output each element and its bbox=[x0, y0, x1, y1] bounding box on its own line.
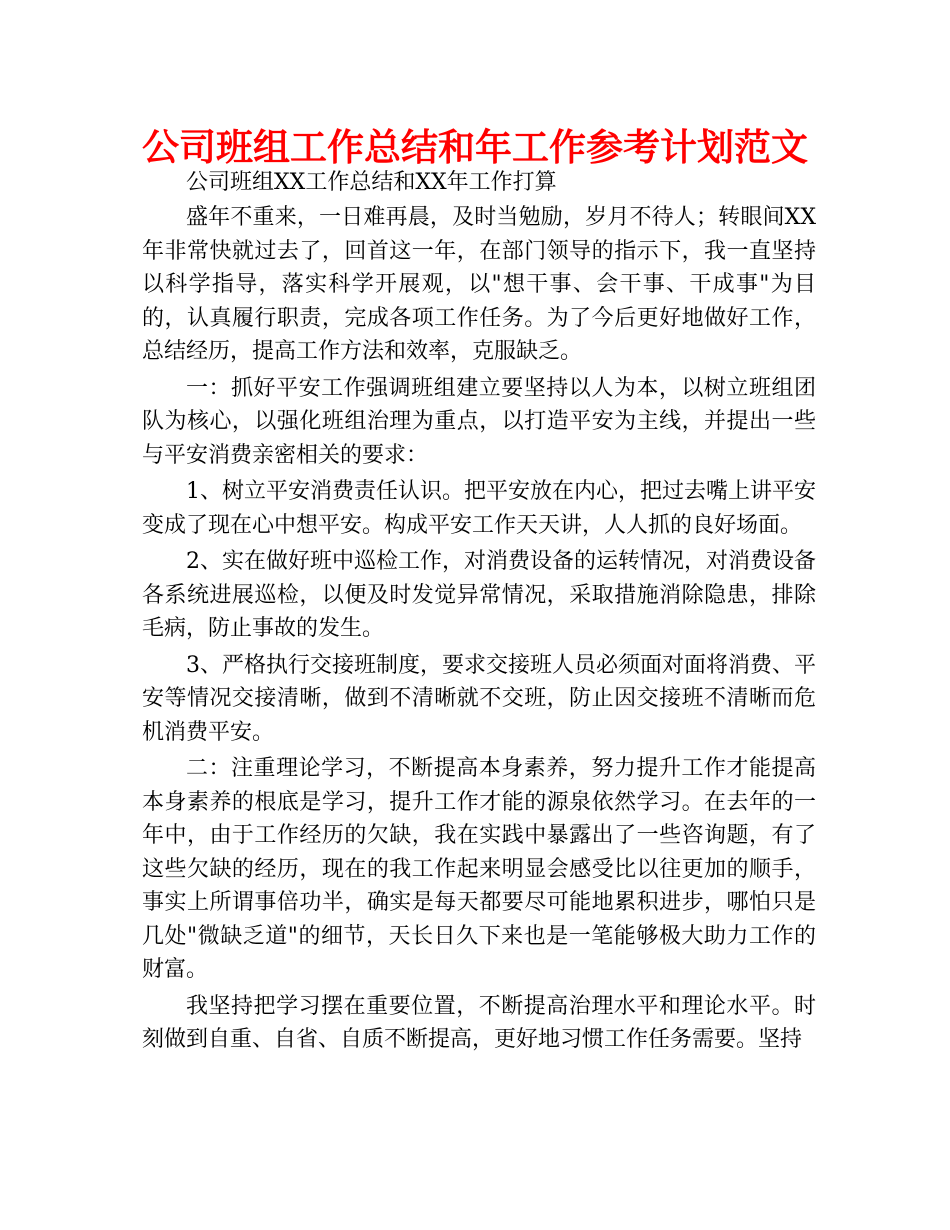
paragraph-item-2: 2、实在做好班中巡检工作，对消费设备的运转情况，对消费设备各系统进展巡检，以便及时发觉异常情况，采取措施消除隐患，排除毛病，防止事故的发生。 bbox=[142, 549, 816, 641]
paragraph-study: 我坚持把学习摆在重要位置，不断提高治理水平和理论水平。时刻做到自重、自省、自质不断提高，更好地习惯工作任务需要。坚持 bbox=[142, 993, 816, 1052]
document-title: 公司班组工作总结和年工作参考计划范文 bbox=[142, 126, 808, 169]
paragraph-intro: 盛年不重来，一日难再晨，及时当勉励，岁月不待人；转眼间XX年非常快就过去了，回首这一年，在部门领导的指示下，我一直坚持以科学指导，落实科学开展观，以"想干事、会干事、干成事"为目的，认真履行职责，完成各项工作任务。为了今后更好地做好工作，总结经历，提高工作方法和效率，克服缺乏。 bbox=[142, 205, 816, 364]
document-body bbox=[142, 166, 816, 1057]
paragraph-section-2: 二：注重理论学习，不断提高本身素养，努力提升工作才能提高本身素养的根底是学习，提升工作才能的源泉依然学习。在去年的一年中，由于工作经历的欠缺，我在实践中暴露出了一些咨询题，有了这些欠缺的经历，现在的我工作起来明显会感受比以往更加的顺手，事实上所谓事倍功半，确实是每天都要尽可能地累积进步，哪怕只是几处"微缺乏道"的细节，天长日久下来也是一笔能够极大助力工作的财富。 bbox=[142, 756, 816, 982]
document-subtitle: 公司班组XX工作总结和XX年工作打算 bbox=[186, 170, 557, 195]
paragraph-item-1: 1、树立平安消费责任认识。把平安放在内心，把过去嘴上讲平安变成了现在心中想平安。构成平安工作天天讲，人人抓的良好场面。 bbox=[142, 479, 816, 538]
paragraph-item-3: 3、严格执行交接班制度，要求交接班人员必须面对面将消费、平安等情况交接清晰，做到不清晰就不交班，防止因交接班不清晰而危机消费平安。 bbox=[142, 652, 816, 745]
paragraph-section-1: 一：抓好平安工作强调班组建立要坚持以人为本，以树立班组团队为核心，以强化班组治理为重点，以打造平安为主线，并提出一些与平安消费亲密相关的要求： bbox=[142, 375, 816, 468]
